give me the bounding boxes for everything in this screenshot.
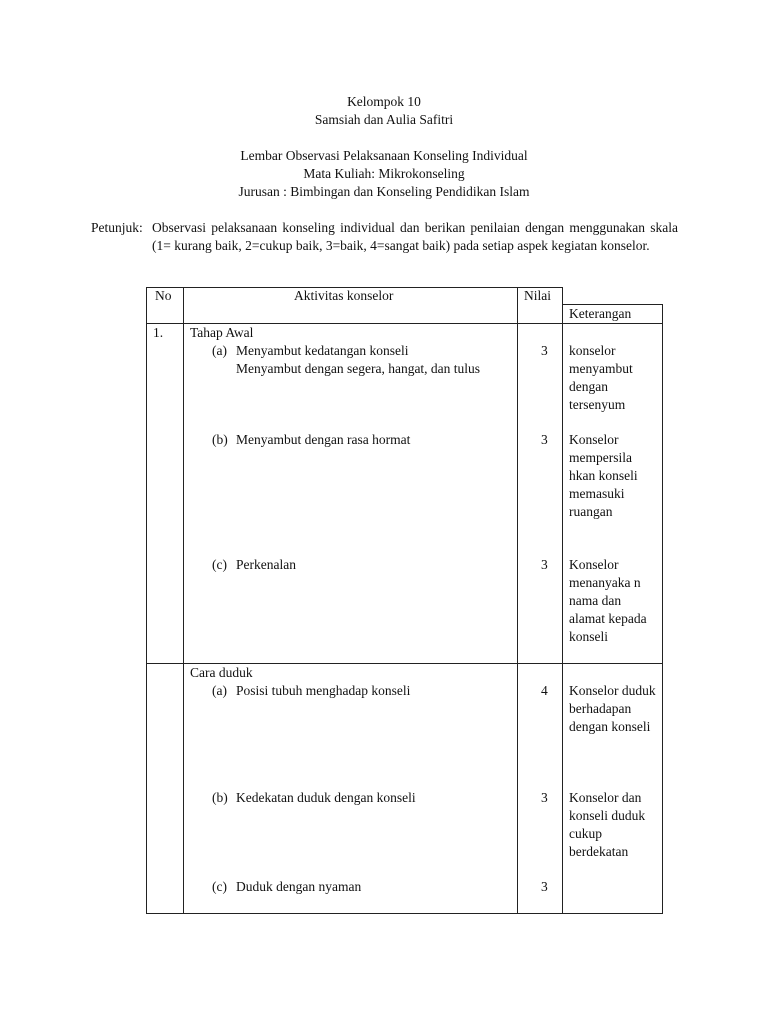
header-score: Nilai [524,288,551,303]
item-score: 3 [541,790,548,805]
item-text: Posisi tubuh menghadap konseli [236,683,411,698]
course-line: Mata Kuliah: Mikrokonseling [303,166,465,181]
header-notes: Keterangan [569,306,632,321]
item-letter: (c) [212,557,227,572]
document-title: Lembar Observasi Pelaksanaan Konseling Individual [240,148,528,163]
item-text: Menyambut dengan rasa hormat [236,432,411,447]
item-score: 3 [541,557,548,572]
header-activity: Aktivitas konselor [294,288,394,303]
item-notes: Konselor menanyaka n nama dan alamat kepada konseli [569,557,647,644]
item-notes: konselor menyambut dengan tersenyum [569,343,633,412]
instructions-label: Petunjuk: [91,220,143,235]
item-letter: (b) [212,432,228,447]
department-line: Jurusan : Bimbingan dan Konseling Pendidikan Islam [238,184,530,199]
item-score: 4 [541,683,548,698]
item-text: Duduk dengan nyaman [236,879,362,894]
item-score: 3 [541,879,548,894]
item-notes: Konselor dan konseli duduk cukup berdekatan [569,790,646,859]
instructions-text: Observasi pelaksanaan konseling individual dan berikan penilaian dengan menggunakan skala (1= kurang baik, 2=cukup baik, 3=baik, 4=sangat baik) pada setiap aspek kegiatan konselor. [152,220,678,253]
item-subtext: Menyambut dengan segera, hangat, dan tulus [236,361,481,376]
group-heading: Kelompok 10 [347,94,421,109]
table-right-border [662,304,663,914]
score-column-divider [562,287,563,914]
section-title: Cara duduk [190,665,253,680]
item-letter: (a) [212,343,227,358]
authors-line: Samsiah dan Aulia Safitri [314,112,454,127]
table-bottom-border [146,913,663,914]
header-no: No [155,288,172,303]
item-letter: (a) [212,683,227,698]
item-score: 3 [541,343,548,358]
item-letter: (c) [212,879,227,894]
item-letter: (b) [212,790,228,805]
section-number: 1. [153,325,164,340]
table-left-border [146,287,147,914]
item-notes: Konselor duduk berhadapan dengan konseli [569,683,656,734]
item-score: 3 [541,432,548,447]
item-text: Kedekatan duduk dengan konseli [236,790,416,805]
item-text: Perkenalan [236,557,296,572]
no-column-divider [183,287,184,914]
item-text: Menyambut kedatangan konseli [236,343,409,358]
item-notes: Konselor mempersila hkan konseli memasuki ruangan [569,432,638,519]
section-title: Tahap Awal [190,325,254,340]
activity-column-divider [517,287,518,914]
